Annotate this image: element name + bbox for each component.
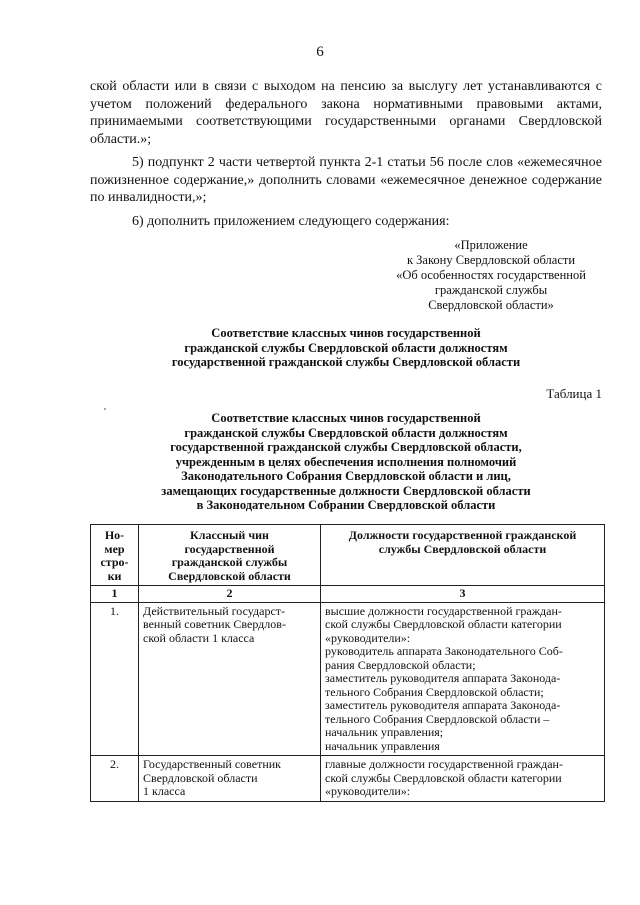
cell-line: заместитель руководителя аппарата Законода-: [325, 698, 561, 712]
cell-line: начальник управления: [325, 738, 440, 753]
cell-line: «руководители»:: [325, 784, 411, 798]
heading-line: гражданской службы Свердловской области должностям: [184, 425, 508, 440]
body-text: [90, 78, 602, 230]
table-row: [91, 756, 605, 802]
cell-line: тельного Собрания Свердловской области;: [325, 684, 544, 699]
heading-line: в Законодательном Собрании Свердловской области: [196, 498, 496, 512]
ranks-table: [90, 524, 605, 802]
paragraph-item-5: 5) подпункт 2 части четвертой пункта 2-1 статьи 56 после слов «ежемесячное пожизненное содержание,» дополнить словами «ежемесячное денежное содержание по инвалидности,»;: [90, 155, 602, 205]
cell-line: высшие должности государственной граждан-: [325, 603, 562, 618]
cell-line: начальник управления;: [325, 725, 444, 739]
table-heading: [90, 411, 602, 513]
row-number: 2.: [91, 756, 139, 802]
heading-line: государственной гражданской службы Свердловской области,: [170, 440, 522, 454]
cell-line: «руководители»:: [325, 630, 411, 645]
cell-line: главные должности государственной граждан-: [325, 757, 563, 771]
header-text: государственной: [184, 541, 275, 556]
cell-line: ской области 1 класса: [143, 630, 255, 645]
appendix-line: «Приложение: [454, 238, 528, 252]
cell-line: 1 класса: [143, 784, 186, 798]
appendix-line: гражданской службы: [434, 283, 548, 297]
cell-line: тельного Собрания Свердловской области –: [325, 711, 550, 726]
cell-line: заместитель руководителя аппарата Законода-: [325, 671, 561, 685]
page-number: 6: [316, 44, 324, 60]
header-positions: [321, 525, 605, 586]
heading-line: гражданской службы Свердловской области должностям: [184, 340, 508, 355]
main-heading: [90, 326, 602, 370]
header-text: ки: [107, 568, 122, 583]
cell-line: Государственный советник: [143, 757, 282, 771]
column-number: 2: [139, 586, 321, 603]
appendix-line: Свердловской области»: [428, 298, 554, 312]
appendix-note: [380, 238, 602, 313]
heading-line: Соответствие классных чинов государственной: [211, 326, 481, 340]
cell-line: ской службы Свердловской области категории: [325, 770, 562, 785]
appendix-line: «Об особенностях государственной: [396, 268, 586, 282]
table-label: Таблица 1: [546, 386, 602, 401]
column-number: 1: [91, 586, 139, 603]
heading-line: государственной гражданской службы Свердловской области: [171, 355, 521, 369]
heading-line: учрежденным в целях обеспечения исполнения полномочий: [175, 454, 517, 469]
row-number: 1.: [91, 602, 139, 756]
header-text: гражданской службы: [171, 555, 288, 569]
header-class-rank: [139, 525, 321, 586]
header-text: Должности государственной гражданской: [348, 528, 577, 542]
header-text: Свердловской области: [168, 568, 291, 583]
heading-line: Соответствие классных чинов государственной: [211, 411, 481, 425]
paragraph-item-6: 6) дополнить приложением следующего содержания:: [132, 213, 450, 229]
column-number-row: [91, 586, 605, 603]
header-text: Но-: [104, 528, 125, 542]
heading-line: замещающих государственные должности Свердловской области: [161, 483, 531, 498]
table-header-row: [91, 525, 605, 586]
table-row: [91, 602, 605, 756]
cell-line: Действительный государст-: [143, 603, 286, 618]
column-number: 3: [321, 586, 605, 603]
row-positions: [321, 756, 605, 802]
cell-line: венный советник Свердлов-: [143, 617, 286, 631]
cell-line: руководитель аппарата Законодательного Соб-: [325, 644, 563, 658]
header-text: мер: [104, 541, 125, 556]
cell-line: ской службы Свердловской области категории: [325, 617, 562, 631]
paragraph-continuation: ской области или в связи с выходом на пенсию за выслугу лет устанавливаются с учетом положений федерального закона нормативными правовыми актами, принимаемыми соответствующими государственными органами Свердловской области.»;: [90, 79, 602, 147]
header-text: Классный чин: [190, 528, 269, 542]
header-text: службы Свердловской области: [378, 541, 547, 556]
scan-speck: [104, 408, 106, 410]
heading-line: Законодательного Собрания Свердловской области и лиц,: [181, 469, 511, 483]
row-positions: [321, 602, 605, 756]
cell-line: Свердловской области: [143, 770, 258, 785]
header-text: стро-: [100, 555, 129, 569]
cell-line: рания Свердловской области;: [325, 657, 476, 672]
row-class-rank: [139, 602, 321, 756]
appendix-line: к Закону Свердловской области: [406, 253, 576, 267]
row-class-rank: [139, 756, 321, 802]
header-row-number: [91, 525, 139, 586]
